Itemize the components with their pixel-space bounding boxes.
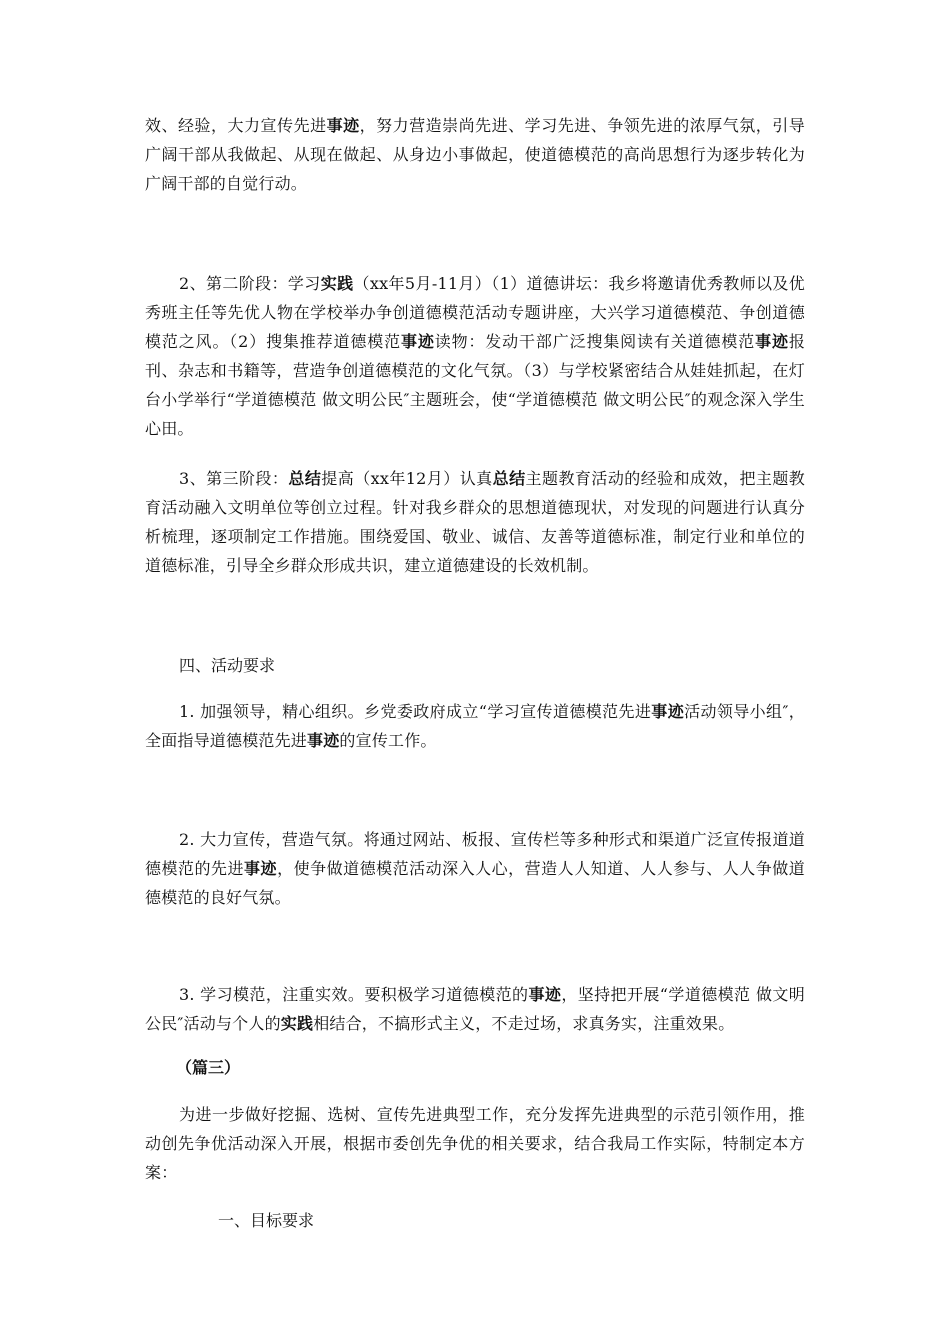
text-run: ，努力营造崇尚先进、学习先进、争领先进的浓厚气氛，引导广阔干部从我做起、从现在做起、从身边小事做起，使道德模范的高尚思想行为逐步转化为广阔干部的自觉行动。 — [145, 116, 805, 193]
text-run: 报刊、杂志和书籍等，营造争创道德模范的文化气氛。（3）与学校紧密结合从娃娃抓起，在灯台小学举行“学道德模范 做文明公民″主题班会，使“学道德模范 做文明公民″的观念深入学生心田。 — [145, 332, 806, 438]
paragraph-requirement-three — [145, 980, 805, 1038]
highlight-term: 事迹 — [528, 985, 562, 1004]
text-run: ，使争做道德模范活动深入人心，营造人人知道、人人参与、人人争做道德模范的良好气氛。 — [145, 859, 805, 907]
highlight-term: 总结 — [288, 469, 322, 488]
paragraph-requirement-two — [145, 825, 805, 912]
paragraph-requirement-one — [145, 697, 805, 755]
highlight-term: 事迹 — [307, 731, 340, 750]
highlight-term: 实践 — [280, 1014, 314, 1033]
text-run: 主题教育活动的经验和成效，把主题教育活动融入文明单位等创立过程。针对我乡群众的思想道德现状，对发现的问题进行认真分析梳理，逐项制定工作措施。围绕爱国、敬业、诚信、友善等道德标准，制定行业和单位的道德标准，引导全乡群众形成共识，建立道德建设的长效机制。 — [145, 469, 806, 575]
text-run: 2、第二阶段：学习 — [179, 274, 321, 293]
highlight-term: 事迹 — [400, 332, 435, 351]
text-run: 相结合，不搞形式主义，不走过场，求真务实，注重效果。 — [313, 1014, 735, 1033]
highlight-term: 事迹 — [651, 702, 685, 721]
text-run: 1. 加强领导，精心组织。乡党委政府成立“学习宣传道德模范先进 — [179, 702, 652, 721]
text-run: 活动领导小组″，全面指导道德模范先进 — [145, 702, 806, 750]
highlight-term: 事迹 — [326, 116, 360, 135]
text-run: 2. 大力宣传，营造气氛。将通过网站、板报、宣传栏等多种形式和渠道广泛宣传报道道德模范的先进 — [145, 830, 805, 878]
paragraph-stage-two — [145, 269, 805, 443]
text-run: 读物：发动干部广泛搜集阅读有关道德模范 — [434, 332, 756, 351]
highlight-term: 实践 — [320, 274, 354, 293]
text-run: 3. 学习模范，注重实效。要积极学习道德模范的 — [179, 985, 529, 1004]
text-run: 提高（xx年12月）认真 — [321, 469, 493, 488]
text-run: 3、第三阶段： — [179, 469, 289, 488]
section-heading-goal-requirements: 一、目标要求 — [218, 1211, 315, 1230]
text-run: 的宣传工作。 — [339, 731, 437, 750]
text-run: （xx年5月-11月）（1）道德讲坛：我乡将邀请优秀教师以及优秀班主任等先优人物在学校举办争创道德模范活动专题讲座，大兴学习道德模范、争创道德模范之风。（2）搜集推荐道德模范 — [145, 274, 805, 351]
highlight-term: 总结 — [492, 469, 526, 488]
text-run: ，坚持把开展“学道德模范 做文明公民″活动与个人的 — [145, 985, 806, 1033]
paragraph-stage-three — [145, 464, 805, 580]
text-run: 效、经验，大力宣传先进 — [145, 116, 327, 135]
highlight-term: 事迹 — [244, 859, 278, 878]
paragraph-part-three-intro: 为进一步做好挖掘、选树、宣传先进典型工作，充分发挥先进典型的示范引领作用，推动创先争优活动深入开展，根据市委创先争优的相关要求，结合我局工作实际，特制定本方案： — [145, 1105, 805, 1182]
highlight-term: 事迹 — [755, 332, 789, 351]
part-three-heading: （篇三） — [176, 1058, 241, 1077]
paragraph-publicity-intro — [145, 111, 805, 198]
section-heading-activity-requirements: 四、活动要求 — [179, 656, 276, 675]
